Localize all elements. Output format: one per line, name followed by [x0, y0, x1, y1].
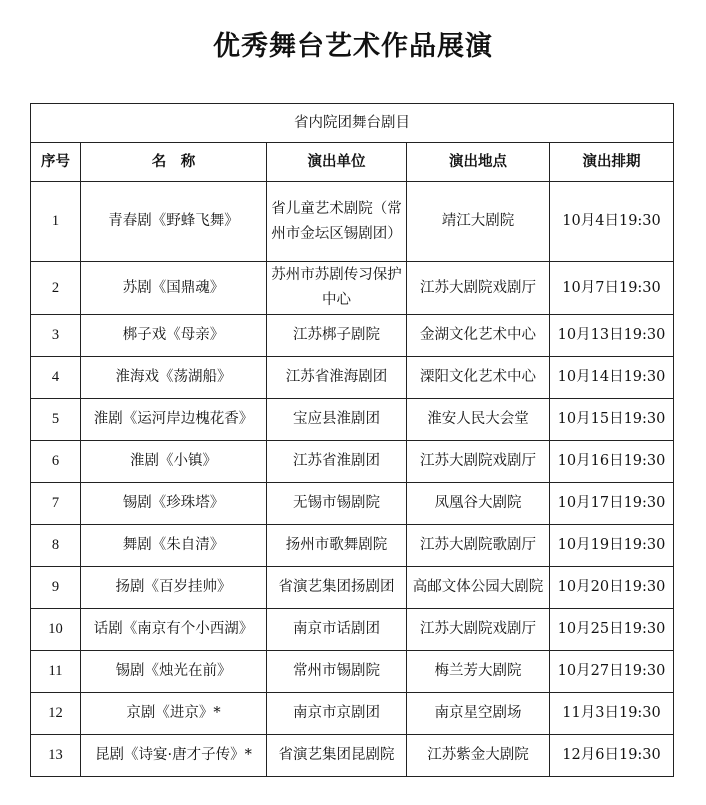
row-time: 12月6日19:30 — [550, 735, 674, 777]
row-name: 话剧《南京有个小西湖》 — [81, 609, 267, 651]
row-venue: 高邮文体公园大剧院 — [407, 567, 550, 609]
header-unit: 演出单位 — [267, 143, 407, 182]
table-row — [31, 483, 674, 525]
row-unit: 江苏省淮剧团 — [267, 441, 407, 483]
row-name: 青春剧《野蜂飞舞》 — [81, 182, 267, 262]
row-time: 10月4日19:30 — [550, 182, 674, 262]
row-venue: 江苏紫金大剧院 — [407, 735, 550, 777]
row-venue: 江苏大剧院歌剧厅 — [407, 525, 550, 567]
row-venue: 淮安人民大会堂 — [407, 399, 550, 441]
row-time: 10月14日19:30 — [550, 357, 674, 399]
table-row — [31, 262, 674, 315]
table-caption: 省内院团舞台剧目 — [31, 104, 674, 143]
table-row — [31, 525, 674, 567]
row-seq: 2 — [31, 262, 81, 315]
header-seq: 序号 — [31, 143, 81, 182]
row-seq: 6 — [31, 441, 81, 483]
row-seq: 12 — [31, 693, 81, 735]
row-name: 锡剧《烛光在前》 — [81, 651, 267, 693]
row-unit: 扬州市歌舞剧院 — [267, 525, 407, 567]
row-time: 10月19日19:30 — [550, 525, 674, 567]
row-time: 10月16日19:30 — [550, 441, 674, 483]
row-seq: 9 — [31, 567, 81, 609]
row-venue: 江苏大剧院戏剧厅 — [407, 609, 550, 651]
row-time: 10月13日19:30 — [550, 315, 674, 357]
table-row — [31, 315, 674, 357]
row-name: 淮海戏《荡湖船》 — [81, 357, 267, 399]
row-seq: 10 — [31, 609, 81, 651]
row-name: 淮剧《小镇》 — [81, 441, 267, 483]
row-name: 舞剧《朱自清》 — [81, 525, 267, 567]
row-time: 10月17日19:30 — [550, 483, 674, 525]
row-seq: 5 — [31, 399, 81, 441]
page-title: 优秀舞台艺术作品展演 — [213, 31, 493, 62]
table-row — [31, 399, 674, 441]
row-time: 10月25日19:30 — [550, 609, 674, 651]
row-name: 昆剧《诗宴·唐才子传》* — [81, 735, 267, 777]
row-unit: 南京市京剧团 — [267, 693, 407, 735]
row-unit: 省演艺集团扬剧团 — [267, 567, 407, 609]
header-name: 名 称 — [81, 143, 267, 182]
header-venue: 演出地点 — [407, 143, 550, 182]
row-seq: 11 — [31, 651, 81, 693]
row-unit: 宝应县淮剧团 — [267, 399, 407, 441]
row-time: 10月27日19:30 — [550, 651, 674, 693]
row-name: 京剧《进京》* — [81, 693, 267, 735]
row-time: 10月15日19:30 — [550, 399, 674, 441]
row-unit: 常州市锡剧院 — [267, 651, 407, 693]
row-name: 苏剧《国鼎魂》 — [81, 262, 267, 315]
row-seq: 7 — [31, 483, 81, 525]
row-venue: 靖江大剧院 — [407, 182, 550, 262]
row-unit: 无锡市锡剧院 — [267, 483, 407, 525]
table-row — [31, 182, 674, 262]
row-venue: 江苏大剧院戏剧厅 — [407, 441, 550, 483]
row-unit: 省儿童艺术剧院（常州市金坛区锡剧团） — [267, 182, 407, 262]
row-venue: 南京星空剧场 — [407, 693, 550, 735]
row-name: 梆子戏《母亲》 — [81, 315, 267, 357]
row-venue: 凤凰谷大剧院 — [407, 483, 550, 525]
row-seq: 13 — [31, 735, 81, 777]
table-row — [31, 609, 674, 651]
table-row — [31, 567, 674, 609]
table-caption-row — [31, 104, 674, 143]
row-name: 锡剧《珍珠塔》 — [81, 483, 267, 525]
row-venue: 梅兰芳大剧院 — [407, 651, 550, 693]
table-row — [31, 357, 674, 399]
table-row — [31, 693, 674, 735]
row-seq: 4 — [31, 357, 81, 399]
row-seq: 3 — [31, 315, 81, 357]
row-seq: 1 — [31, 182, 81, 262]
header-time: 演出排期 — [550, 143, 674, 182]
row-name: 淮剧《运河岸边槐花香》 — [81, 399, 267, 441]
table-row — [31, 651, 674, 693]
row-unit: 南京市话剧团 — [267, 609, 407, 651]
table-row — [31, 735, 674, 777]
row-unit: 江苏梆子剧院 — [267, 315, 407, 357]
row-unit: 江苏省淮海剧团 — [267, 357, 407, 399]
row-venue: 江苏大剧院戏剧厅 — [407, 262, 550, 315]
row-name: 扬剧《百岁挂帅》 — [81, 567, 267, 609]
table-header-row — [31, 143, 674, 182]
row-venue: 溧阳文化艺术中心 — [407, 357, 550, 399]
row-time: 11月3日19:30 — [550, 693, 674, 735]
program-table — [30, 103, 674, 777]
table-row — [31, 441, 674, 483]
row-time: 10月7日19:30 — [550, 262, 674, 315]
row-time: 10月20日19:30 — [550, 567, 674, 609]
row-unit: 省演艺集团昆剧院 — [267, 735, 407, 777]
row-unit: 苏州市苏剧传习保护中心 — [267, 262, 407, 315]
row-seq: 8 — [31, 525, 81, 567]
row-venue: 金湖文化艺术中心 — [407, 315, 550, 357]
